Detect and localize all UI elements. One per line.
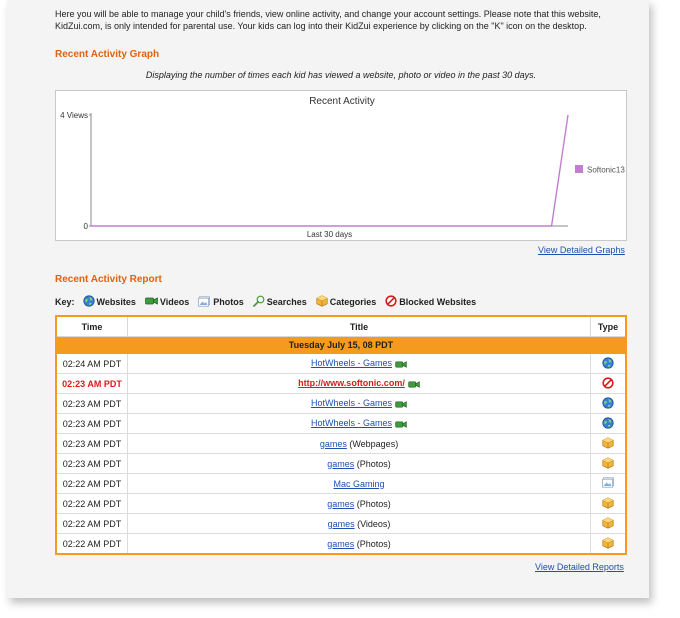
table-row	[56, 494, 626, 514]
video-icon	[392, 398, 407, 408]
graph-section-title: Recent Activity Graph	[55, 49, 160, 60]
table-row	[56, 394, 626, 414]
box-icon	[602, 521, 614, 531]
row-title-link[interactable]: HotWheels - Games	[310, 358, 393, 369]
row-title-cell	[128, 434, 591, 454]
column-header-time: Time	[56, 316, 128, 337]
row-title-cell	[128, 474, 591, 494]
intro-text: Here you will be able to manage your child's friends, view online activity, and change your account settings. Please note that this website, KidZui.com, is only intended for parental use. Your kids can log into their KidZui experience by clicking on the "K" icon on the desktop.	[55, 9, 601, 31]
activity-report-table	[55, 315, 627, 555]
magnifier-icon	[253, 295, 267, 309]
key-item-label: Searches	[266, 297, 307, 307]
row-type	[591, 454, 627, 474]
row-type	[591, 534, 627, 555]
key-item-label: Categories	[329, 297, 377, 307]
row-time: 02:23 AM PDT	[56, 434, 128, 454]
row-title-link[interactable]: games	[327, 538, 355, 549]
key-item-videos	[145, 296, 189, 308]
key-label: Key:	[55, 297, 75, 307]
blocked-icon	[602, 381, 614, 391]
row-title-suffix: (Photos)	[354, 458, 391, 469]
x-axis-label: Last 30 days	[306, 230, 353, 239]
table-row	[56, 434, 626, 454]
date-header: Tuesday July 15, 08 PDT	[56, 337, 626, 354]
video-icon	[145, 296, 160, 308]
table-row	[56, 374, 626, 394]
box-icon	[602, 501, 614, 511]
row-type	[591, 354, 627, 374]
row-time: 02:22 AM PDT	[56, 534, 128, 555]
row-time: 02:23 AM PDT	[56, 394, 128, 414]
photo-icon	[198, 296, 213, 309]
row-type	[591, 494, 627, 514]
graph-caption: Displaying the number of times each kid has viewed a website, photo or video in the past 30 days.	[145, 70, 537, 80]
key-item-blocked	[385, 295, 476, 309]
table-row	[56, 534, 626, 555]
table-row	[56, 414, 626, 434]
table-header-row	[56, 316, 626, 337]
row-title-cell	[128, 354, 591, 374]
report-key	[55, 295, 485, 309]
blocked-icon	[385, 295, 399, 309]
view-detailed-graphs-link[interactable]: View Detailed Graphs	[538, 245, 625, 255]
key-item-categories	[316, 295, 377, 309]
table-body	[56, 337, 626, 555]
row-type	[591, 514, 627, 534]
chart-title: Recent Activity	[309, 96, 375, 107]
view-detailed-reports-link[interactable]: View Detailed Reports	[535, 562, 624, 572]
activity-chart	[55, 90, 627, 241]
row-time: 02:22 AM PDT	[56, 494, 128, 514]
row-title-cell	[128, 394, 591, 414]
video-icon	[392, 418, 407, 428]
row-title-cell	[128, 514, 591, 534]
row-type	[591, 434, 627, 454]
key-item-label: Photos	[213, 297, 244, 307]
table-row	[56, 454, 626, 474]
row-time: 02:22 AM PDT	[56, 474, 128, 494]
row-title-link[interactable]: HotWheels - Games	[310, 398, 393, 409]
key-item-label: Websites	[96, 297, 136, 307]
key-item-label: Videos	[159, 297, 190, 307]
row-time: 02:23 AM PDT	[56, 414, 128, 434]
row-type	[591, 474, 627, 494]
date-header-row	[56, 337, 626, 354]
series-line	[91, 115, 568, 226]
row-time: 02:24 AM PDT	[56, 354, 128, 374]
globe-icon	[602, 401, 614, 411]
table-row	[56, 514, 626, 534]
row-time: 02:23 AM PDT	[56, 374, 128, 394]
row-title-suffix: (Videos)	[354, 518, 391, 529]
box-icon	[602, 441, 614, 451]
photo-icon	[602, 480, 615, 490]
report-section-title: Recent Activity Report	[55, 274, 162, 285]
row-type	[591, 414, 627, 434]
y-tick-label: 4 Views	[60, 111, 88, 120]
row-title-suffix: (Webpages)	[346, 438, 399, 449]
box-icon	[316, 295, 330, 309]
row-title-cell	[128, 414, 591, 434]
row-title-cell	[128, 454, 591, 474]
row-title-cell	[128, 374, 591, 394]
table-row	[56, 354, 626, 374]
row-title-link[interactable]: HotWheels - Games	[310, 418, 393, 429]
globe-icon	[602, 361, 614, 371]
column-header-type: Type	[591, 316, 627, 337]
legend-swatch	[575, 165, 583, 173]
row-title-suffix: (Photos)	[354, 538, 391, 549]
row-title-cell	[128, 494, 591, 514]
row-type	[591, 374, 627, 394]
column-header-title: Title	[128, 316, 591, 337]
row-title-link[interactable]: games	[327, 498, 355, 509]
row-title-suffix: (Photos)	[354, 498, 391, 509]
row-title-link[interactable]: games	[327, 518, 355, 529]
row-title-cell	[128, 534, 591, 555]
row-type	[591, 394, 627, 414]
globe-icon	[83, 295, 97, 309]
key-item-label: Blocked Websites	[399, 297, 477, 307]
row-title-link[interactable]: http://www.softonic.com/	[298, 378, 405, 389]
row-title-link[interactable]: Mac Gaming	[333, 478, 385, 489]
chart-svg	[56, 91, 628, 242]
key-item-photos	[198, 296, 244, 309]
globe-icon	[602, 421, 614, 431]
table-row	[56, 474, 626, 494]
box-icon	[602, 461, 614, 471]
key-item-searches	[253, 295, 307, 309]
video-icon	[405, 378, 420, 388]
row-time: 02:22 AM PDT	[56, 514, 128, 534]
video-icon	[392, 358, 407, 368]
y-tick-label: 0	[83, 222, 88, 231]
row-title-link[interactable]: games	[327, 458, 355, 469]
key-item-websites	[83, 295, 136, 309]
row-time: 02:23 AM PDT	[56, 454, 128, 474]
row-title-link[interactable]: games	[319, 438, 347, 449]
box-icon	[602, 541, 614, 551]
legend-label: Softonic13	[587, 165, 625, 175]
